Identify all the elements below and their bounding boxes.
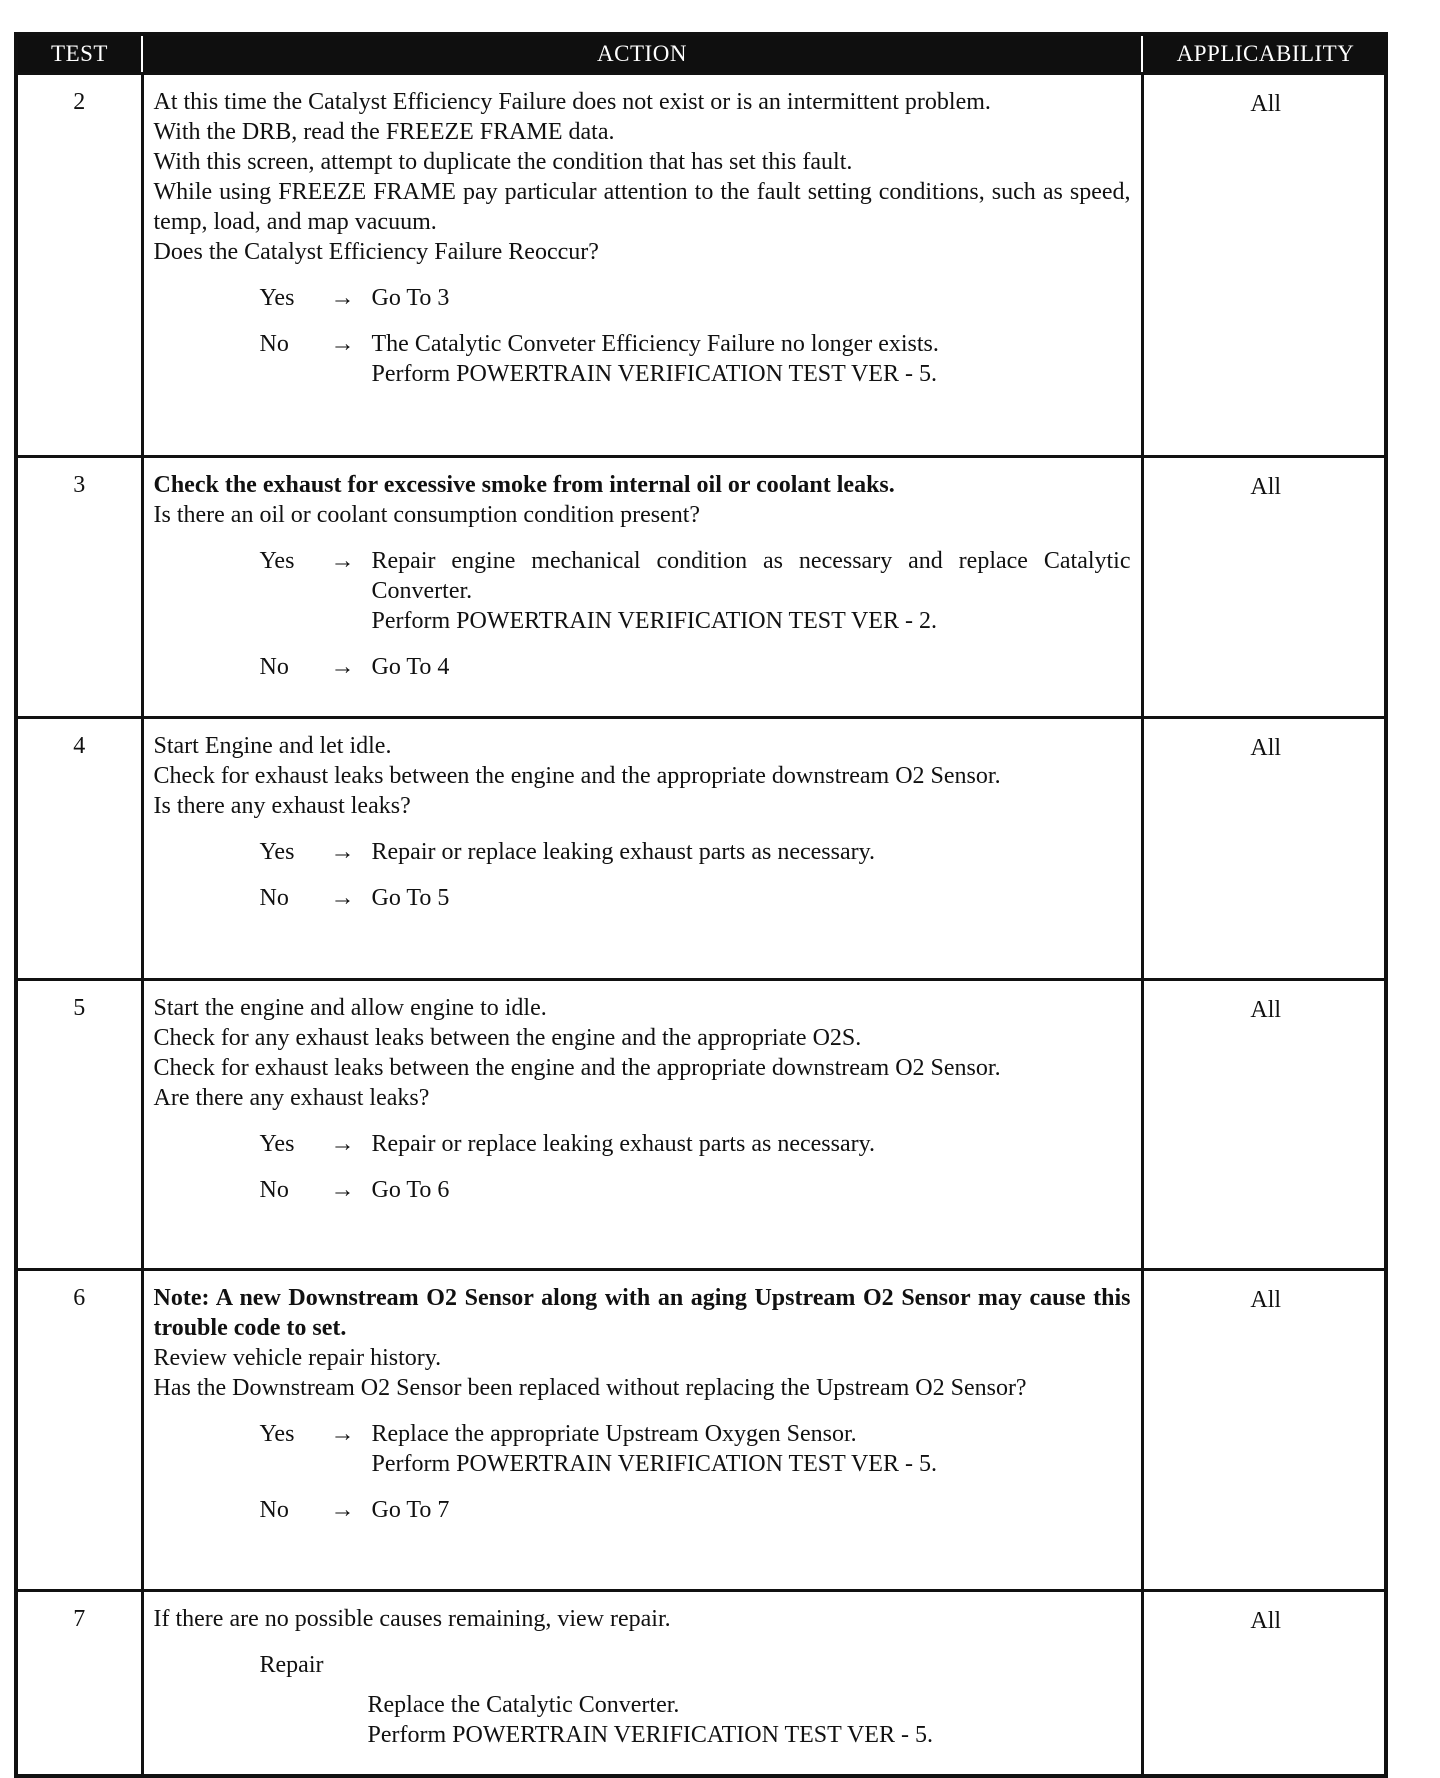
applicability-value: All (1142, 74, 1388, 457)
action-question: Has the Downstream O2 Sensor been replaced without replacing the Upstream O2 Sensor? (153, 1375, 1027, 1401)
action-cell (142, 74, 1142, 457)
no-branch (154, 883, 1131, 913)
yes-branch (154, 837, 1131, 867)
repair-result (154, 1690, 1131, 1750)
table-row-test-5 (18, 980, 1388, 1270)
result-line: Go To 6 (371, 1177, 450, 1203)
table-header (18, 36, 1388, 74)
no-label: No (259, 885, 289, 911)
arrow-icon: → (330, 839, 355, 865)
yes-result (372, 283, 1131, 313)
action-cell (142, 718, 1142, 980)
header-applicability: APPLICABILITY (1142, 36, 1388, 74)
action-line: With this screen, attempt to duplicate the condition that has set this fault. (153, 149, 853, 175)
result-line: Go To 4 (371, 654, 450, 680)
no-result (372, 1175, 1131, 1205)
table-row-test-7 (18, 1591, 1388, 1775)
no-result (372, 883, 1131, 913)
action-line: If there are no possible causes remaining, view repair. (153, 1606, 671, 1632)
yes-branch (154, 1129, 1131, 1159)
branch-list (154, 546, 1131, 682)
action-line: With the DRB, read the FREEZE FRAME data. (153, 119, 615, 145)
applicability-value: All (1142, 457, 1388, 718)
result-line: Repair or replace leaking exhaust parts as necessary. (371, 1131, 876, 1157)
yes-label: Yes (259, 285, 295, 311)
action-question: Are there any exhaust leaks? (153, 1085, 430, 1111)
diagnostic-test-table (18, 36, 1388, 1774)
result-line: The Catalytic Conveter Efficiency Failure no longer exists. (371, 331, 939, 357)
yes-label: Yes (259, 839, 295, 865)
test-number: 7 (18, 1591, 142, 1775)
action-line: While using FREEZE FRAME pay particular attention to the fault setting conditions, such as speed, temp, load, and map vacuum. (153, 179, 1131, 235)
applicability-value: All (1142, 980, 1388, 1270)
yes-result (372, 1129, 1131, 1159)
no-label: No (259, 331, 289, 357)
applicability-value: All (1142, 1270, 1388, 1591)
arrow-icon: → (330, 1177, 355, 1203)
diagnostic-table-sheet (14, 32, 1388, 1778)
result-line: Perform POWERTRAIN VERIFICATION TEST VER - 5. (371, 361, 937, 387)
no-label: No (259, 1497, 289, 1523)
table-row-test-2 (18, 74, 1388, 457)
no-result (372, 1495, 1131, 1525)
applicability-value: All (1142, 718, 1388, 980)
result-line: Replace the Catalytic Converter. (367, 1692, 680, 1718)
action-cell (142, 457, 1142, 718)
no-label: No (259, 654, 289, 680)
yes-result (372, 837, 1131, 867)
arrow-icon: → (330, 331, 355, 357)
result-line: Repair engine mechanical condition as necessary and replace Catalytic Converter. (371, 548, 1131, 604)
no-branch (154, 652, 1131, 682)
no-result (372, 652, 1131, 682)
result-line: Go To 3 (371, 285, 450, 311)
yes-branch (154, 283, 1131, 313)
result-line: Replace the appropriate Upstream Oxygen Sensor. (371, 1421, 857, 1447)
header-action: ACTION (142, 36, 1142, 74)
action-bold-line: Check the exhaust for excessive smoke from internal oil or coolant leaks. (153, 472, 895, 498)
yes-result (372, 1419, 1131, 1479)
yes-label: Yes (259, 1131, 295, 1157)
test-number: 4 (18, 718, 142, 980)
action-question: Is there any exhaust leaks? (153, 793, 411, 819)
result-line: Perform POWERTRAIN VERIFICATION TEST VER - 5. (367, 1722, 933, 1748)
arrow-icon: → (330, 1497, 355, 1523)
no-result (372, 329, 1131, 389)
result-line: Repair or replace leaking exhaust parts as necessary. (371, 839, 876, 865)
table-row-test-4 (18, 718, 1388, 980)
repair-label: Repair (259, 1652, 324, 1678)
test-number: 2 (18, 74, 142, 457)
table-row-test-3 (18, 457, 1388, 718)
action-line: Check for any exhaust leaks between the engine and the appropriate O2S. (153, 1025, 862, 1051)
action-line: Check for exhaust leaks between the engine and the appropriate downstream O2 Sensor. (153, 763, 1001, 789)
yes-branch (154, 1419, 1131, 1479)
arrow-icon: → (330, 1131, 355, 1157)
result-line: Go To 7 (371, 1497, 450, 1523)
arrow-icon: → (330, 654, 355, 680)
no-label: No (259, 1177, 289, 1203)
arrow-icon: → (330, 1421, 355, 1447)
action-line: Start the engine and allow engine to idle. (153, 995, 547, 1021)
no-branch (154, 1175, 1131, 1205)
action-bold-note: Note: A new Downstream O2 Sensor along with an aging Upstream O2 Sensor may cause this trouble code to set. (153, 1285, 1131, 1341)
arrow-icon: → (330, 285, 355, 311)
test-number: 5 (18, 980, 142, 1270)
yes-label: Yes (259, 1421, 295, 1447)
yes-result (372, 546, 1131, 636)
branch-list (154, 1129, 1131, 1205)
result-line: Perform POWERTRAIN VERIFICATION TEST VER - 5. (371, 1451, 937, 1477)
result-line: Go To 5 (371, 885, 450, 911)
applicability-value: All (1142, 1591, 1388, 1775)
branch-list (154, 837, 1131, 913)
branch-list (154, 283, 1131, 389)
no-branch (154, 329, 1131, 389)
yes-branch (154, 546, 1131, 636)
branch-list (154, 1419, 1131, 1525)
table-row-test-6 (18, 1270, 1388, 1591)
header-row (18, 36, 1388, 74)
test-number: 6 (18, 1270, 142, 1591)
action-line: Check for exhaust leaks between the engine and the appropriate downstream O2 Sensor. (153, 1055, 1001, 1081)
action-question: Is there an oil or coolant consumption condition present? (153, 502, 701, 528)
action-line: Review vehicle repair history. (153, 1345, 442, 1371)
arrow-icon: → (330, 548, 355, 574)
action-question: Does the Catalyst Efficiency Failure Reoccur? (153, 239, 599, 265)
action-cell (142, 1591, 1142, 1775)
action-cell (142, 1270, 1142, 1591)
yes-label: Yes (259, 548, 295, 574)
test-number: 3 (18, 457, 142, 718)
action-cell (142, 980, 1142, 1270)
action-line: Start Engine and let idle. (153, 733, 392, 759)
no-branch (154, 1495, 1131, 1525)
result-line: Perform POWERTRAIN VERIFICATION TEST VER - 2. (371, 608, 937, 634)
arrow-icon: → (330, 885, 355, 911)
action-line: At this time the Catalyst Efficiency Failure does not exist or is an intermittent problem. (153, 89, 991, 115)
header-test: TEST (18, 36, 142, 74)
